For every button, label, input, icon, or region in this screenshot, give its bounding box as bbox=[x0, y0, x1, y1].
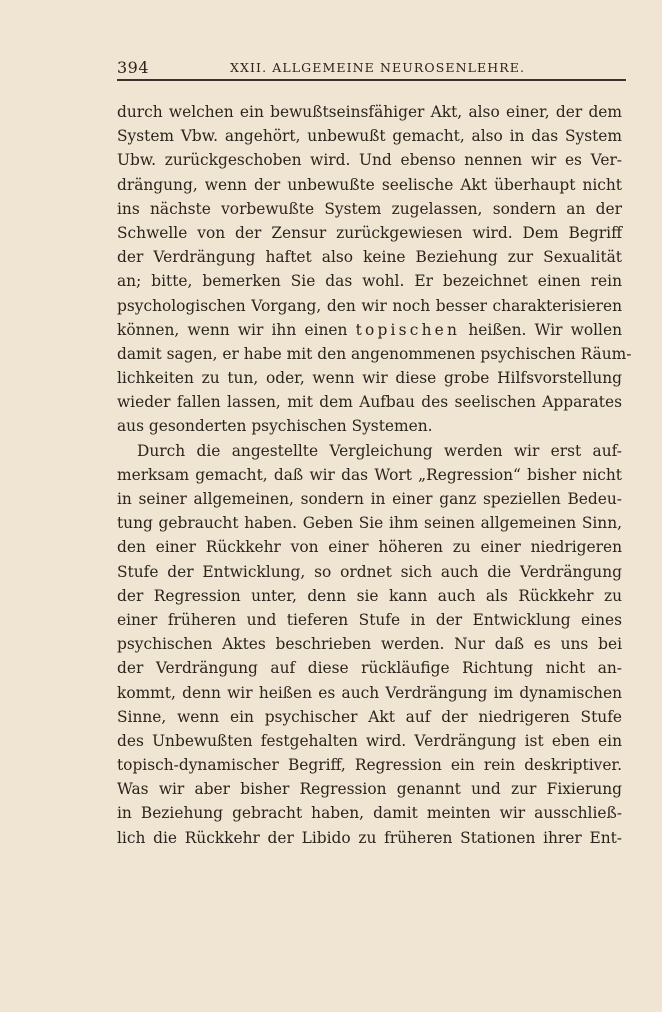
text-line: kommt, denn wir heißen es auch Verdrängung im dynamischen bbox=[117, 683, 622, 702]
text-line: Was wir aber bisher Regression genannt und zur Fixierung bbox=[117, 780, 622, 799]
text-line: tung gebraucht haben. Geben Sie ihm seinen allgemeinen Sinn, bbox=[117, 514, 622, 533]
text-line: topisch-dynamischer Begriff, Regression ein rein deskriptiver. bbox=[117, 756, 622, 775]
text-line bbox=[117, 318, 622, 342]
text-line: an; bitte, bemerken Sie das wohl. Er bezeichnet einen rein bbox=[117, 272, 622, 291]
text-line: psychischen Aktes beschrieben werden. Nur daß es uns bei bbox=[117, 635, 622, 654]
text-line: einer früheren und tieferen Stufe in der Entwicklung eines bbox=[117, 610, 622, 629]
text-line: Durch die angestellte Vergleichung werden wir erst auf- bbox=[137, 441, 622, 460]
text-line: der Regression unter, denn sie kann auch als Rückkehr zu bbox=[117, 586, 622, 605]
text-line: der Verdrängung auf diese rückläufige Richtung nicht an- bbox=[117, 659, 622, 678]
text-line: psychologischen Vorgang, den wir noch besser charakterisieren bbox=[117, 296, 622, 315]
body-text bbox=[117, 100, 632, 850]
text-line: Stufe der Entwicklung, so ordnet sich auch die Verdrängung bbox=[117, 562, 622, 581]
text-line: Ubw. zurückgeschoben wird. Und ebenso nennen wir es Ver- bbox=[117, 151, 622, 170]
header-rule bbox=[117, 79, 626, 81]
text-line: aus gesonderten psychischen Systemen. bbox=[117, 417, 433, 436]
text-line: merksam gemacht, daß wir das Wort „Regression“ bisher nicht bbox=[117, 465, 622, 484]
text-segment: können, wenn wir ihn einen bbox=[117, 320, 356, 339]
text-line: ins nächste vorbewußte System zugelassen, sondern an der bbox=[117, 199, 622, 218]
text-line: durch welchen ein bewußtseinsfähiger Akt, also einer, der dem bbox=[117, 103, 622, 121]
text-line: System Vbw. angehört, unbewußt gemacht, also in das System bbox=[117, 127, 622, 146]
text-segment: heißen. Wir wollen bbox=[460, 320, 622, 339]
text-line: lich die Rückkehr der Libido zu früheren Stationen ihrer Ent- bbox=[117, 828, 622, 847]
text-line: des Unbewußten festgehalten wird. Verdrängung ist eben ein bbox=[117, 731, 622, 750]
text-line: drängung, wenn der unbewußte seelische Akt überhaupt nicht bbox=[117, 175, 622, 194]
page-number: 394 bbox=[117, 58, 150, 77]
text-line: in seiner allgemeinen, sondern in einer ganz speziellen Bedeu- bbox=[117, 490, 622, 508]
text-line: lichkeiten zu tun, oder, wenn wir diese grobe Hilfsvorstellung bbox=[117, 369, 622, 388]
emphasized-word: topischen bbox=[355, 320, 461, 339]
text-line: damit sagen, er habe mit den angenommenen psychischen Räum- bbox=[117, 344, 632, 363]
text-line: Sinne, wenn ein psychischer Akt auf der niedrigeren Stufe bbox=[117, 707, 622, 726]
text-line: den einer Rückkehr von einer höheren zu einer niedrigeren bbox=[117, 538, 622, 557]
text-line: der Verdrängung haftet also keine Beziehung zur Sexualität bbox=[117, 248, 622, 267]
text-line: wieder fallen lassen, mit dem Aufbau des seelischen Apparates bbox=[117, 393, 622, 412]
text-line: Schwelle von der Zensur zurückgewiesen wird. Dem Begriff bbox=[117, 223, 622, 242]
running-head: XXII. ALLGEMEINE NEUROSENLEHRE. bbox=[230, 60, 526, 75]
text-line: in Beziehung gebracht haben, damit meinten wir ausschließ- bbox=[117, 804, 622, 823]
